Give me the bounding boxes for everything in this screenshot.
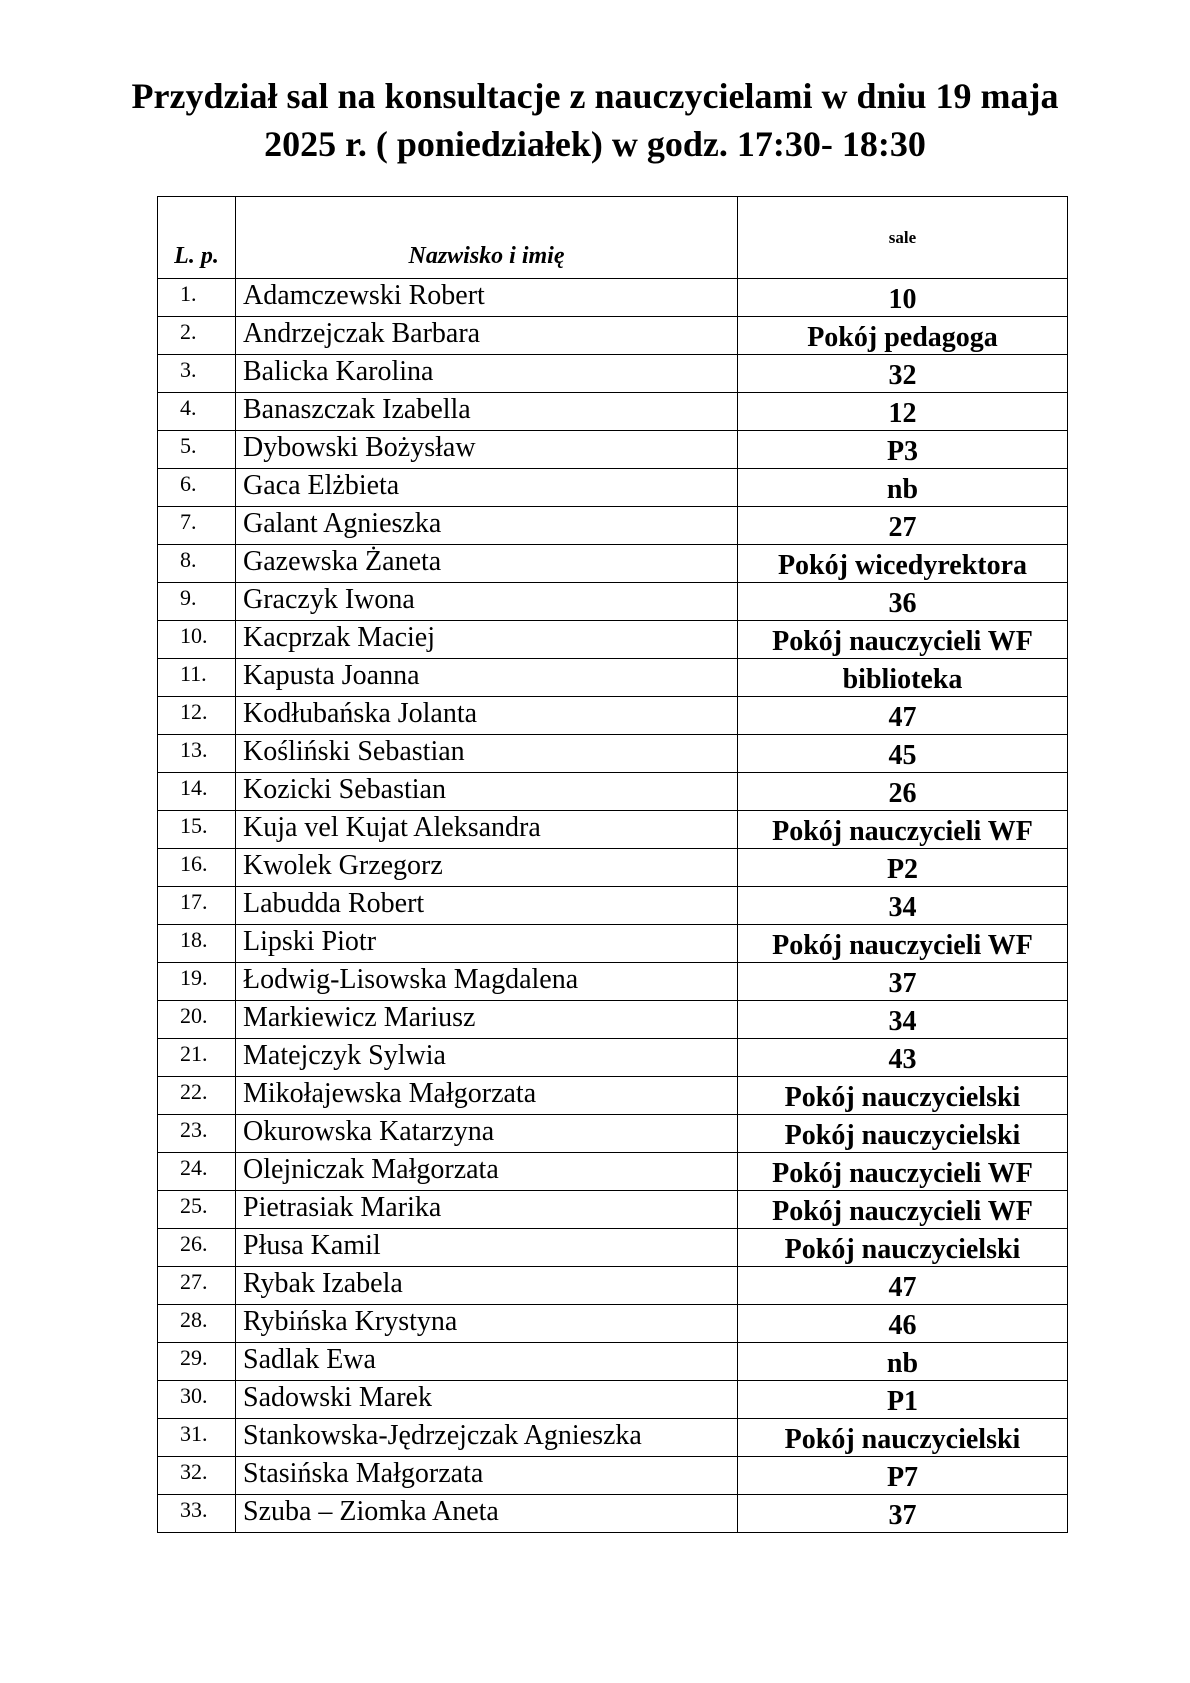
row-number: 30. xyxy=(158,1381,236,1419)
teacher-name: Graczyk Iwona xyxy=(236,583,738,621)
table-row xyxy=(158,1267,1068,1305)
teacher-name: Kwolek Grzegorz xyxy=(236,849,738,887)
room-assignment-table xyxy=(157,196,1068,1533)
room-assignment: 47 xyxy=(738,697,1068,735)
row-number: 10. xyxy=(158,621,236,659)
row-number: 17. xyxy=(158,887,236,925)
table-header-row xyxy=(158,197,1068,279)
table-row xyxy=(158,925,1068,963)
row-number: 23. xyxy=(158,1115,236,1153)
table-row xyxy=(158,1343,1068,1381)
table-row xyxy=(158,659,1068,697)
row-number: 33. xyxy=(158,1495,236,1533)
table-body xyxy=(158,279,1068,1533)
row-number: 31. xyxy=(158,1419,236,1457)
teacher-name: Adamczewski Robert xyxy=(236,279,738,317)
row-number: 29. xyxy=(158,1343,236,1381)
row-number: 2. xyxy=(158,317,236,355)
row-number: 13. xyxy=(158,735,236,773)
teacher-name: Labudda Robert xyxy=(236,887,738,925)
teacher-name: Olejniczak Małgorzata xyxy=(236,1153,738,1191)
room-assignment: Pokój nauczycieli WF xyxy=(738,1191,1068,1229)
table-row xyxy=(158,1153,1068,1191)
room-assignment: P1 xyxy=(738,1381,1068,1419)
room-assignment: Pokój nauczycielski xyxy=(738,1229,1068,1267)
room-assignment: 26 xyxy=(738,773,1068,811)
row-number: 11. xyxy=(158,659,236,697)
table-row xyxy=(158,393,1068,431)
row-number: 24. xyxy=(158,1153,236,1191)
room-assignment: Pokój nauczycieli WF xyxy=(738,925,1068,963)
teacher-name: Szuba – Ziomka Aneta xyxy=(236,1495,738,1533)
table-row xyxy=(158,887,1068,925)
room-assignment: 43 xyxy=(738,1039,1068,1077)
table-row xyxy=(158,1229,1068,1267)
table-row xyxy=(158,279,1068,317)
table-row xyxy=(158,507,1068,545)
table-row xyxy=(158,849,1068,887)
teacher-name: Lipski Piotr xyxy=(236,925,738,963)
table-row xyxy=(158,545,1068,583)
teacher-name: Łodwig-Lisowska Magdalena xyxy=(236,963,738,1001)
teacher-name: Galant Agnieszka xyxy=(236,507,738,545)
room-assignment: P3 xyxy=(738,431,1068,469)
teacher-name: Kośliński Sebastian xyxy=(236,735,738,773)
row-number: 32. xyxy=(158,1457,236,1495)
teacher-name: Stankowska-Jędrzejczak Agnieszka xyxy=(236,1419,738,1457)
room-assignment: 34 xyxy=(738,1001,1068,1039)
row-number: 20. xyxy=(158,1001,236,1039)
table-row xyxy=(158,355,1068,393)
row-number: 15. xyxy=(158,811,236,849)
row-number: 16. xyxy=(158,849,236,887)
row-number: 14. xyxy=(158,773,236,811)
room-assignment: 45 xyxy=(738,735,1068,773)
row-number: 4. xyxy=(158,393,236,431)
room-assignment: 37 xyxy=(738,963,1068,1001)
row-number: 9. xyxy=(158,583,236,621)
room-assignment: Pokój nauczycielski xyxy=(738,1115,1068,1153)
table-row xyxy=(158,1495,1068,1533)
room-assignment: Pokój nauczycielski xyxy=(738,1419,1068,1457)
table-row xyxy=(158,1457,1068,1495)
room-assignment: biblioteka xyxy=(738,659,1068,697)
teacher-name: Kodłubańska Jolanta xyxy=(236,697,738,735)
row-number: 18. xyxy=(158,925,236,963)
teacher-name: Kuja vel Kujat Aleksandra xyxy=(236,811,738,849)
room-assignment: 46 xyxy=(738,1305,1068,1343)
table-row xyxy=(158,1305,1068,1343)
row-number: 7. xyxy=(158,507,236,545)
teacher-name: Płusa Kamil xyxy=(236,1229,738,1267)
teacher-name: Pietrasiak Marika xyxy=(236,1191,738,1229)
room-assignment: 34 xyxy=(738,887,1068,925)
table-row xyxy=(158,583,1068,621)
room-assignment: Pokój nauczycieli WF xyxy=(738,621,1068,659)
row-number: 8. xyxy=(158,545,236,583)
room-assignment: 36 xyxy=(738,583,1068,621)
room-assignment: 32 xyxy=(738,355,1068,393)
room-assignment: Pokój pedagoga xyxy=(738,317,1068,355)
table-row xyxy=(158,1077,1068,1115)
room-assignment: Pokój nauczycielski xyxy=(738,1077,1068,1115)
header-lp: L. p. xyxy=(158,197,236,279)
room-assignment: 37 xyxy=(738,1495,1068,1533)
row-number: 22. xyxy=(158,1077,236,1115)
teacher-name: Markiewicz Mariusz xyxy=(236,1001,738,1039)
teacher-name: Matejczyk Sylwia xyxy=(236,1039,738,1077)
teacher-name: Sadowski Marek xyxy=(236,1381,738,1419)
row-number: 6. xyxy=(158,469,236,507)
room-assignment: Pokój wicedyrektora xyxy=(738,545,1068,583)
room-assignment: nb xyxy=(738,1343,1068,1381)
teacher-name: Banaszczak Izabella xyxy=(236,393,738,431)
room-assignment: P2 xyxy=(738,849,1068,887)
title-line-2: 2025 r. ( poniedziałek) w godz. 17:30- 18:30 xyxy=(264,124,926,164)
table-row xyxy=(158,1039,1068,1077)
table-row xyxy=(158,621,1068,659)
table-row xyxy=(158,697,1068,735)
row-number: 28. xyxy=(158,1305,236,1343)
table-row xyxy=(158,1001,1068,1039)
teacher-name: Gaca Elżbieta xyxy=(236,469,738,507)
room-assignment: 27 xyxy=(738,507,1068,545)
room-assignment: 10 xyxy=(738,279,1068,317)
row-number: 19. xyxy=(158,963,236,1001)
page-title xyxy=(60,72,1130,168)
table-row xyxy=(158,1191,1068,1229)
table-row xyxy=(158,317,1068,355)
row-number: 21. xyxy=(158,1039,236,1077)
teacher-name: Rybińska Krystyna xyxy=(236,1305,738,1343)
row-number: 25. xyxy=(158,1191,236,1229)
row-number: 26. xyxy=(158,1229,236,1267)
room-assignment: P7 xyxy=(738,1457,1068,1495)
title-line-1: Przydział sal na konsultacje z nauczycielami w dniu 19 maja xyxy=(131,76,1059,116)
table-row xyxy=(158,431,1068,469)
table-row xyxy=(158,735,1068,773)
teacher-name: Balicka Karolina xyxy=(236,355,738,393)
row-number: 5. xyxy=(158,431,236,469)
teacher-name: Kacprzak Maciej xyxy=(236,621,738,659)
table-row xyxy=(158,1115,1068,1153)
row-number: 1. xyxy=(158,279,236,317)
row-number: 27. xyxy=(158,1267,236,1305)
teacher-name: Andrzejczak Barbara xyxy=(236,317,738,355)
teacher-name: Gazewska Żaneta xyxy=(236,545,738,583)
row-number: 3. xyxy=(158,355,236,393)
room-assignment: 12 xyxy=(738,393,1068,431)
room-assignment: Pokój nauczycieli WF xyxy=(738,811,1068,849)
teacher-name: Rybak Izabela xyxy=(236,1267,738,1305)
teacher-name: Kozicki Sebastian xyxy=(236,773,738,811)
teacher-name: Stasińska Małgorzata xyxy=(236,1457,738,1495)
teacher-name: Dybowski Bożysław xyxy=(236,431,738,469)
table-row xyxy=(158,963,1068,1001)
table-row xyxy=(158,773,1068,811)
teacher-name: Sadlak Ewa xyxy=(236,1343,738,1381)
teacher-name: Okurowska Katarzyna xyxy=(236,1115,738,1153)
header-room: sale xyxy=(738,197,1068,279)
table-row xyxy=(158,469,1068,507)
header-name: Nazwisko i imię xyxy=(236,197,738,279)
room-assignment: Pokój nauczycieli WF xyxy=(738,1153,1068,1191)
room-assignment: 47 xyxy=(738,1267,1068,1305)
teacher-name: Kapusta Joanna xyxy=(236,659,738,697)
row-number: 12. xyxy=(158,697,236,735)
table-row xyxy=(158,1419,1068,1457)
table-row xyxy=(158,1381,1068,1419)
teacher-name: Mikołajewska Małgorzata xyxy=(236,1077,738,1115)
room-assignment: nb xyxy=(738,469,1068,507)
table-row xyxy=(158,811,1068,849)
